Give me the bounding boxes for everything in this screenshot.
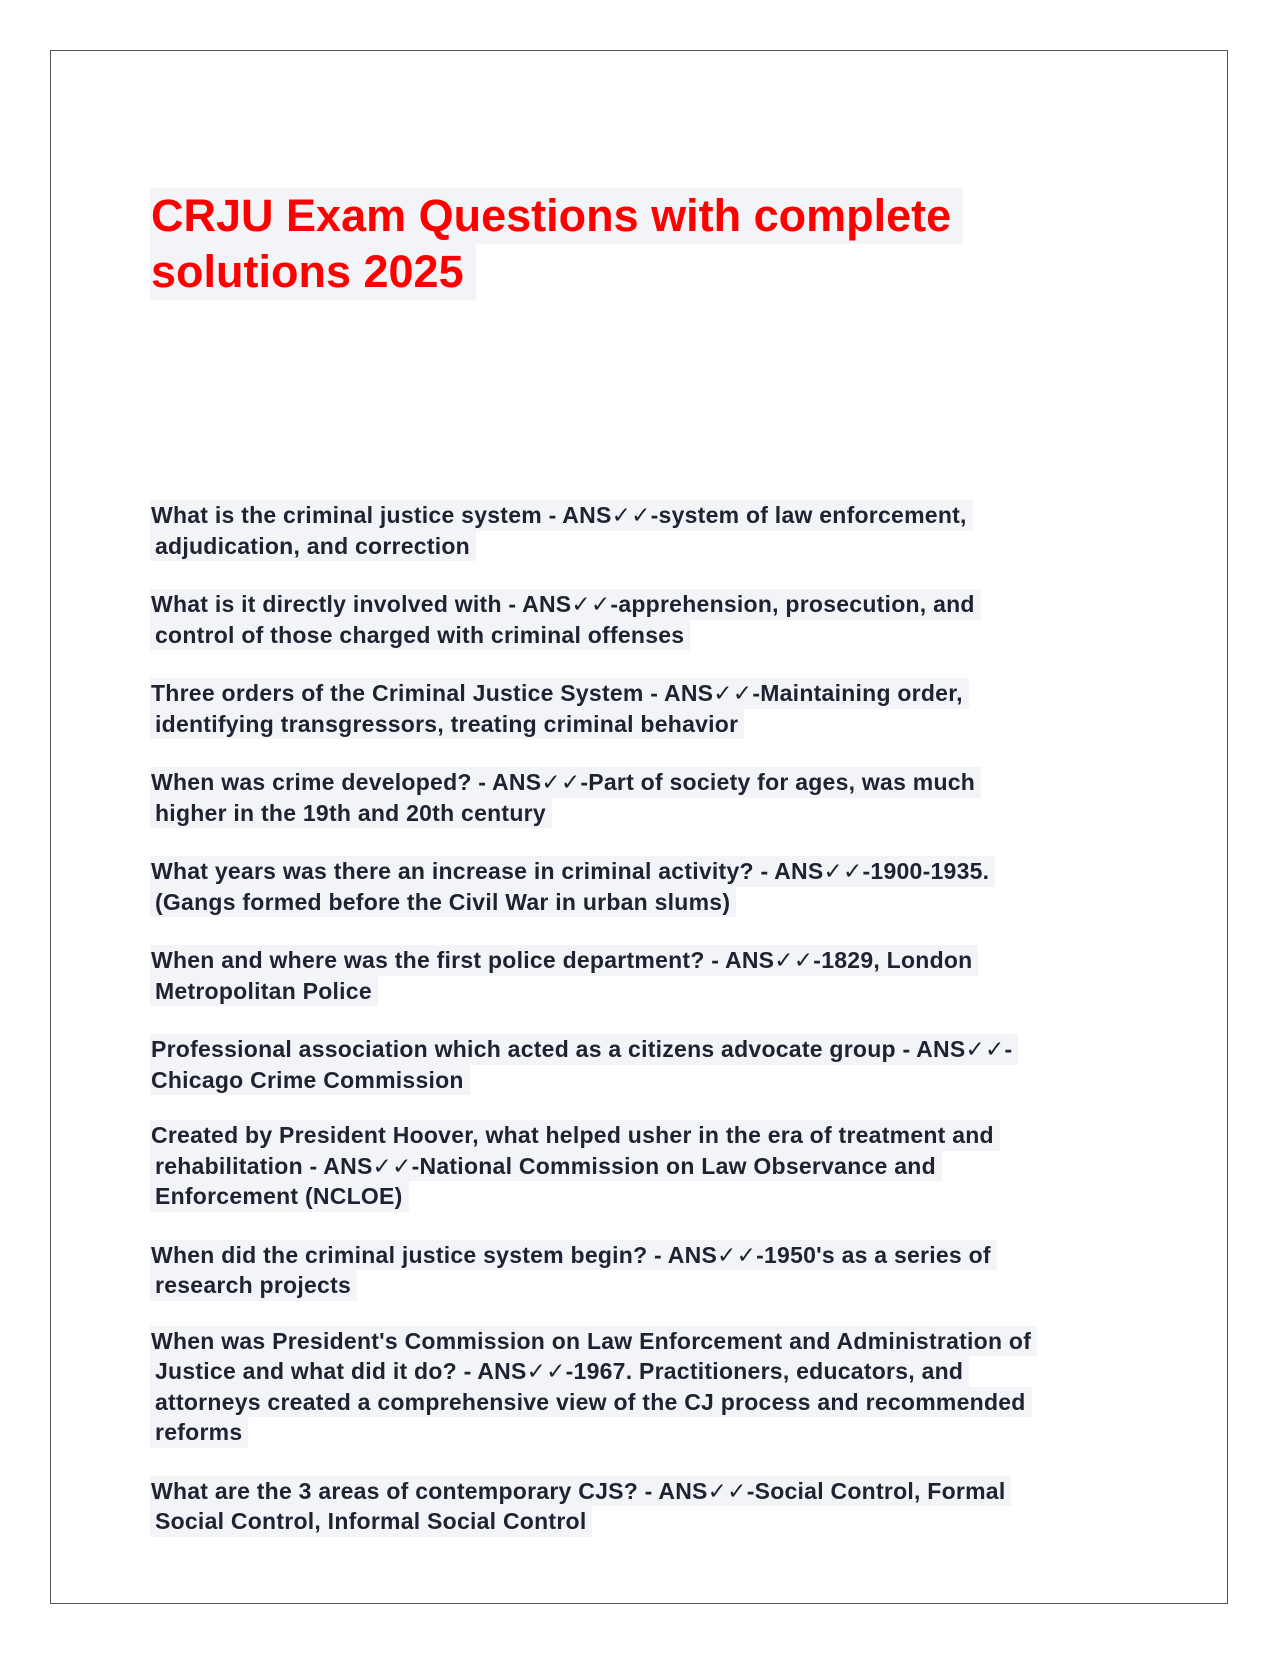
qa-line-row <box>150 1240 1140 1271</box>
answer-continuation-text: Chicago Crime Commission <box>150 1065 470 1096</box>
document-title <box>150 188 1050 300</box>
qa-item <box>150 856 1140 917</box>
title-line-2 <box>150 244 1050 300</box>
answer-continuation-text: rehabilitation - ANS✓✓-National Commission on Law Observance and <box>150 1151 942 1182</box>
answer-continuation-text: Metropolitan Police <box>150 976 378 1007</box>
qa-list <box>150 500 1140 1537</box>
qa-item <box>150 1034 1140 1095</box>
qa-line-row <box>150 1151 1140 1182</box>
qa-item <box>150 1326 1140 1448</box>
qa-line-row <box>150 531 1140 562</box>
qa-line-row <box>150 1326 1140 1357</box>
answer-continuation-text: attorneys created a comprehensive view of the CJ process and recommended <box>150 1387 1032 1418</box>
question-text: Professional association which acted as a citizens advocate group - ANS✓✓- <box>150 1034 1018 1065</box>
answer-continuation-text: identifying transgressors, treating criminal behavior <box>150 709 744 740</box>
qa-line-row <box>150 1120 1140 1151</box>
answer-continuation-text: Social Control, Informal Social Control <box>150 1506 592 1537</box>
qa-item <box>150 1240 1140 1301</box>
qa-line-row <box>150 887 1140 918</box>
qa-line-row <box>150 767 1140 798</box>
question-text: When was President's Commission on Law Enforcement and Administration of <box>150 1326 1037 1357</box>
qa-line-row <box>150 589 1140 620</box>
answer-continuation-text: research projects <box>150 1270 357 1301</box>
qa-line-row <box>150 1356 1140 1387</box>
title-line-2-text: solutions 2025 <box>150 244 476 300</box>
answer-continuation-text: Justice and what did it do? - ANS✓✓-1967. Practitioners, educators, and <box>150 1356 969 1387</box>
question-text: When did the criminal justice system begin? - ANS✓✓-1950's as a series of <box>150 1240 997 1271</box>
question-text: What are the 3 areas of contemporary CJS? - ANS✓✓-Social Control, Formal <box>150 1476 1011 1507</box>
answer-continuation-text: reforms <box>150 1417 248 1448</box>
qa-line-row <box>150 1034 1140 1065</box>
qa-line-row <box>150 500 1140 531</box>
question-text: What years was there an increase in criminal activity? - ANS✓✓-1900-1935. <box>150 856 995 887</box>
answer-continuation-text: adjudication, and correction <box>150 531 476 562</box>
qa-line-row <box>150 1476 1140 1507</box>
title-line-1 <box>150 188 1050 244</box>
question-text: What is the criminal justice system - ANS✓✓-system of law enforcement, <box>150 500 973 531</box>
qa-line-row <box>150 1417 1140 1448</box>
qa-line-row <box>150 709 1140 740</box>
qa-item <box>150 589 1140 650</box>
question-text: Created by President Hoover, what helped usher in the era of treatment and <box>150 1120 1000 1151</box>
question-text: What is it directly involved with - ANS✓✓-apprehension, prosecution, and <box>150 589 981 620</box>
qa-line-row <box>150 798 1140 829</box>
qa-item <box>150 500 1140 561</box>
qa-line-row <box>150 1387 1140 1418</box>
qa-line-row <box>150 1065 1140 1096</box>
qa-line-row <box>150 678 1140 709</box>
qa-line-row <box>150 620 1140 651</box>
answer-continuation-text: control of those charged with criminal offenses <box>150 620 690 651</box>
qa-line-row <box>150 976 1140 1007</box>
qa-line-row <box>150 1506 1140 1537</box>
answer-continuation-text: (Gangs formed before the Civil War in urban slums) <box>150 887 736 918</box>
answer-continuation-text: higher in the 19th and 20th century <box>150 798 552 829</box>
question-text: When and where was the first police department? - ANS✓✓-1829, London <box>150 945 978 976</box>
answer-continuation-text: Enforcement (NCLOE) <box>150 1181 409 1212</box>
qa-item <box>150 767 1140 828</box>
qa-item <box>150 1476 1140 1537</box>
qa-line-row <box>150 856 1140 887</box>
qa-item <box>150 678 1140 739</box>
question-text: Three orders of the Criminal Justice System - ANS✓✓-Maintaining order, <box>150 678 969 709</box>
qa-line-row <box>150 1270 1140 1301</box>
qa-line-row <box>150 1181 1140 1212</box>
question-text: When was crime developed? - ANS✓✓-Part of society for ages, was much <box>150 767 981 798</box>
qa-item <box>150 945 1140 1006</box>
qa-line-row <box>150 945 1140 976</box>
qa-item <box>150 1120 1140 1212</box>
title-line-1-text: CRJU Exam Questions with complete <box>150 188 963 244</box>
